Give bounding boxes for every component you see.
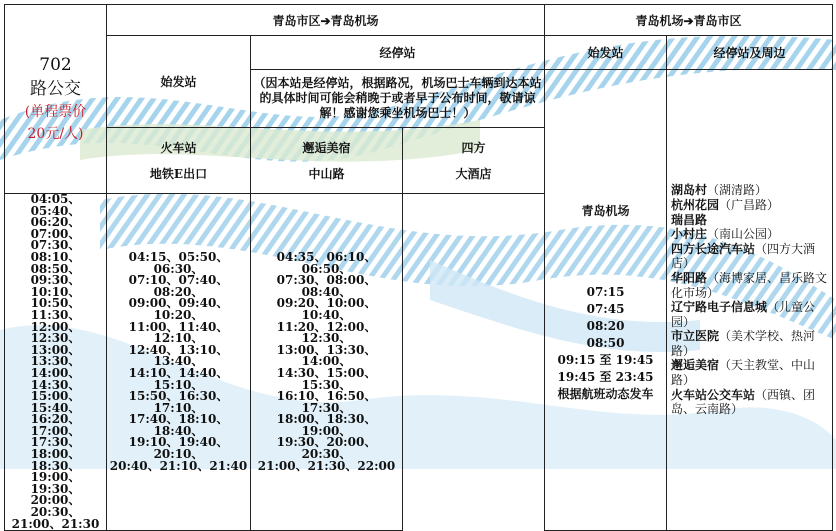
airport-time: 08:20 [586,318,625,333]
sifang-station-cell [403,128,545,194]
stops-around-list [667,70,833,531]
route-number: 702 [39,55,72,75]
list-item: 瑞昌路 [671,212,708,227]
airport-name: 青岛机场 [581,203,630,218]
train-station-name: 火车站 [160,140,197,155]
via-header: 经停站 [251,36,545,70]
direction-to-city: 青岛机场➔青岛市区 [545,5,833,36]
train-timetable: 04:05、05:40、06:20、 07:00、07:30、08:10、 08:50、09:30、10:10、 10:50、11:30、12:00、 12:30、13:00、13:30、 14:00、14:30、15:00、 15:40、16:20、17:00、 17:30、18:00、18:30、 19:00、19:30、20:00、 20:30、21:00、21:30 [5,194,107,531]
airport-cell [545,70,667,531]
list-item: 四方长途汽车站（四方大酒店） [671,241,816,271]
list-item: 湖岛村（湖清路） [671,183,768,198]
hotel-station-cell [251,128,403,194]
origin-header-return: 始发站 [545,36,667,70]
sifang-station-sub: 大酒店 [455,166,492,181]
route-label-cell [5,5,107,194]
timetable-grid [4,4,833,531]
list-item: 小村庄（南山公园） [671,227,780,242]
list-item: 市立医院（美术学校、热河路） [671,329,816,358]
via-around-header: 经停站及周边 [667,36,833,70]
airport-time: 07:45 [586,301,625,316]
sifang-station-name: 四方 [461,140,486,155]
airport-time: 08:50 [586,335,625,350]
train-station-sub: 地铁E出口 [149,166,208,181]
direction-to-airport: 青岛市区➔青岛机场 [107,5,545,36]
origin-header: 始发站 [107,36,251,128]
airport-time: 19:45 至 23:45 [557,369,654,384]
price-line-1: (单程票价 [24,104,87,120]
airport-time: 07:15 [586,284,625,299]
route-name: 路公交 [30,79,81,99]
price-line-2: 20元/人) [27,126,84,142]
list-item: 邂逅美宿（天主教堂、中山路） [671,358,816,388]
list-item: 火车站公交车站（西镇、团岛、云南路） [671,387,816,417]
airport-time: 09:15 至 19:45 [557,352,654,367]
list-item: 辽宁路电子信息城（儿童公园） [671,300,816,329]
airport-time: 根据航班动态发车 [557,386,654,401]
list-item: 华阳路（海博家居、昌乐路文化市场） [671,270,828,300]
hotel-station-sub: 中山路 [308,166,345,181]
list-item: 杭州花园（广昌路） [671,197,780,212]
sifang-timetable: 04:35、06:10、06:50、 07:30、08:00、08:40、 09:20、10:00、10:40、 11:20、12:00、12:30、 13:00、13:30、14:00、 14:30、15:00、15:30、 16:10、16:50、17:30、 18:00、18:30、19:00、 19:30、20:00、20:30、 21:00、21:30、22:00 [251,194,403,531]
hotel-timetable: 04:15、05:50、06:30、 07:10、07:40、08:20、 09:00、09:40、10:20、 11:00、11:40、12:10、 12:40、13:10、13:40、 14:10、14:40、15:10、 15:50、16:30、17:10、 17:40、18:10、18:40、 19:10、19:40、20:10、 20:40、21:10、21:40 [107,194,251,531]
delay-note: （因本站是经停站，根据路况，机场巴士车辆到达本站的具体时间可能会稍晚于或者早于公布时间，敬请谅解！感谢您乘坐机场巴士！） [251,70,545,128]
hotel-station-name: 邂逅美宿 [302,140,351,155]
train-station-cell [107,128,251,194]
